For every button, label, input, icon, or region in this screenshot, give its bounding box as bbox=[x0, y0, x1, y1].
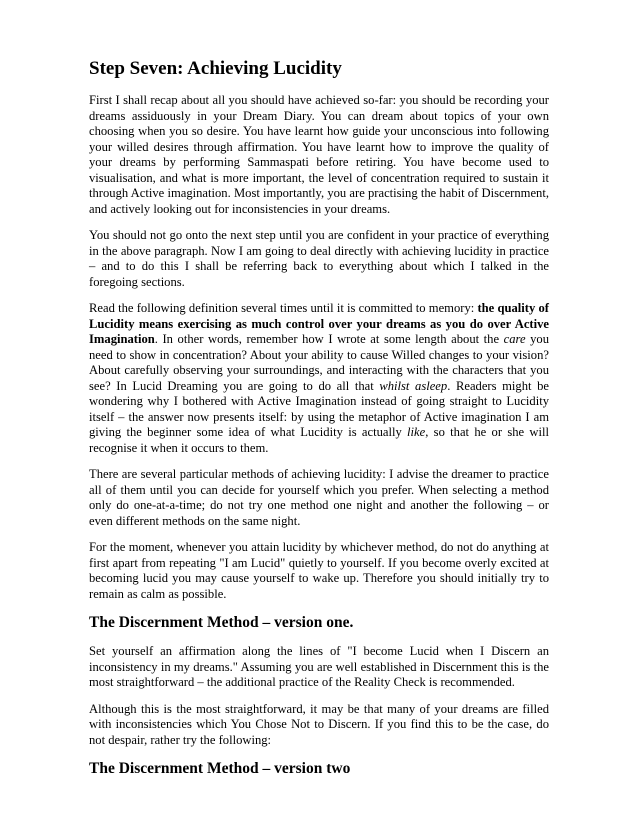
emphasis-care: care bbox=[503, 332, 526, 346]
page-title: Step Seven: Achieving Lucidity bbox=[89, 58, 342, 79]
definition-text-d: . Readers might be wondering why I bothered with Active Imagination instead of going straight to Lucidity itself – the answer now presents itself: by using the metaphor of Active imagination I am giving the beginner some idea of what Lucidity is actually bbox=[89, 378, 549, 439]
section-heading-version-one: The Discernment Method – version one. bbox=[89, 614, 354, 631]
affirmation-paragraph: Set yourself an affirmation along the lines of "I become Lucid when I Discern an inconsistency in my dreams." Assuming you are well established in Discernment this is the most straightforward – the additional practice of the Reality Check is recommended. bbox=[89, 644, 549, 689]
methods-paragraph: There are several particular methods of achieving lucidity: I advise the dreamer to practice all of them until you can decide for yourself which you prefer. When selecting a method only do one-at-a-time; do not try one method one night and another the following – or even different methods on the same night. bbox=[89, 467, 549, 528]
definition-paragraph bbox=[89, 301, 549, 456]
readiness-paragraph: You should not go onto the next step until you are confident in your practice of everything in the above paragraph. Now I am going to deal directly with achieving lucidity in practice – and to do this I shall be referring back to everything about which I talked in the foregoing sections. bbox=[89, 228, 549, 289]
definition-text-b: . In other words, remember how I wrote at some length about the bbox=[154, 332, 504, 346]
emphasis-like: like bbox=[407, 425, 426, 439]
inconsistencies-paragraph: Although this is the most straightforward, it may be that many of your dreams are filled with inconsistencies which You Chose Not to Discern. If you find this to be the case, do not despair, rather try the following: bbox=[89, 701, 549, 747]
emphasis-whilst-asleep: whilst asleep bbox=[379, 378, 448, 393]
section-heading-version-two: The Discernment Method – version two bbox=[89, 760, 351, 777]
document-page bbox=[89, 58, 549, 790]
lucidity-definition: the quality of Lucidity means exercising as much control over your dreams as you do over Active Imagination bbox=[89, 301, 549, 346]
calm-paragraph: For the moment, whenever you attain lucidity by whichever method, do not do anything at first apart from repeating "I am Lucid" quietly to yourself. If you become overly excited at becoming lucid you may cause yourself to wake up. Therefore you should initially try to remain as calm as possible. bbox=[89, 540, 549, 601]
definition-text-e: , so that he or she will recognise it when it occurs to them. bbox=[89, 425, 549, 455]
definition-text-c: you need to show in concentration? About your ability to cause Willed changes to your vision? About carefully observing your surroundings, and interacting with the characters that you see? In Lucid Dreaming you are going to do all that bbox=[89, 332, 549, 393]
recap-paragraph: First I shall recap about all you should have achieved so-far: you should be recording your dreams assiduously in your Dream Diary. You can dream about topics of your own choosing when you so desire. You have learnt how guide your unconscious into following your willed desires through affirmation. You have learnt how to improve the quality of your dreams by performing Sammaspati before retiring. You have become used to visualisation, and what is more important, the level of concentration required to sustain it through Active imagination. Most importantly, you are practising the habit of Discernment, and actively looking out for inconsistencies in your dreams. bbox=[89, 93, 549, 216]
definition-text-a: Read the following definition several times until it is committed to memory: bbox=[89, 301, 478, 315]
